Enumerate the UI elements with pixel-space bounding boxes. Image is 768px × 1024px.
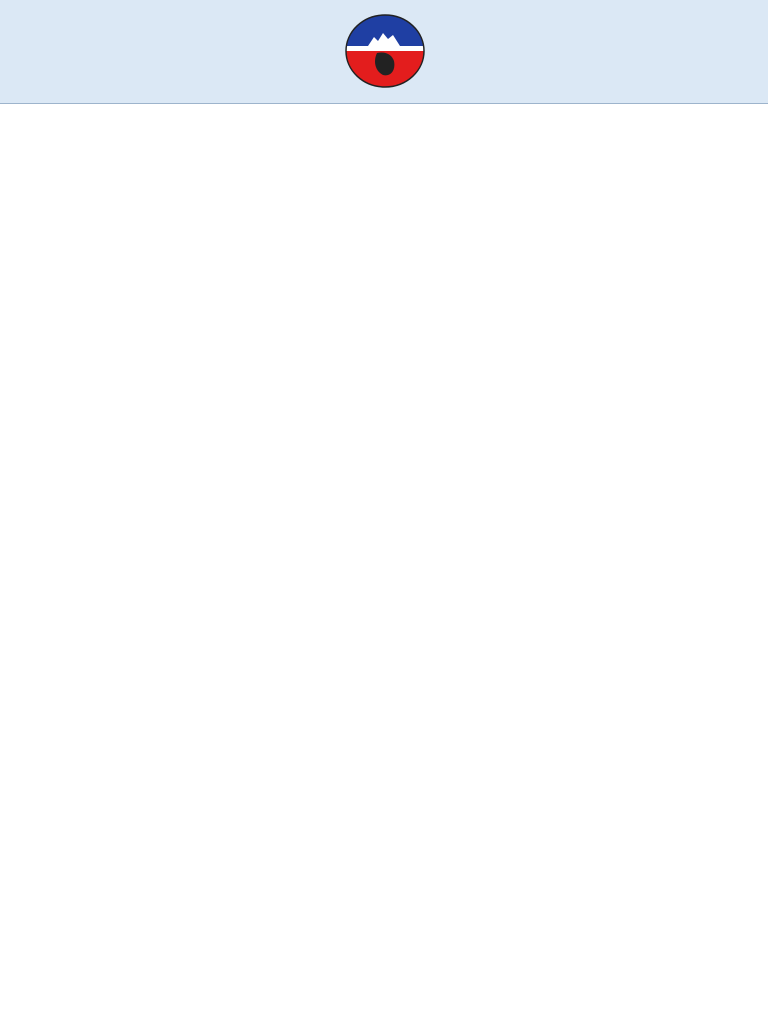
header-banner — [0, 0, 768, 104]
company-logo-icon — [344, 13, 426, 89]
